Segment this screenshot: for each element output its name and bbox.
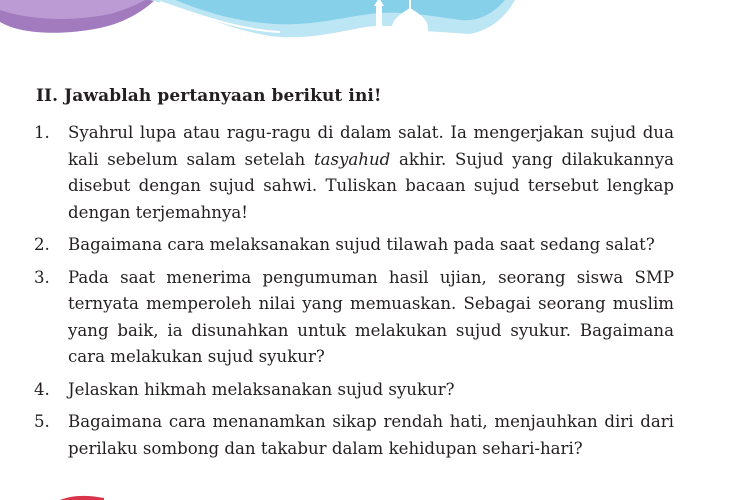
question-text-part: akhir. Sujud yang dilakukannya disebut dengan sujud sahwi. Tuliskan bacaan sujud tersebut lengkap dengan terjemahnya! — [68, 149, 674, 222]
question-text — [68, 123, 674, 222]
question-item-5 — [34, 409, 674, 462]
question-number: 5. — [34, 412, 50, 431]
question-item-2 — [34, 232, 674, 259]
question-number: 1. — [34, 123, 50, 142]
question-text-italic: tasyahud — [313, 149, 391, 169]
question-number: 2. — [34, 235, 50, 254]
question-item-1 — [34, 120, 674, 226]
decorative-corner-mark — [60, 494, 104, 500]
question-number: 4. — [34, 379, 50, 399]
section-title: II. Jawablah pertanyaan berikut ini! — [36, 86, 382, 106]
question-text-part: Syahrul lupa atau ragu-ragu di dalam salat. Ia mengerjakan sujud dua kali sebelum salam setelah — [68, 123, 674, 169]
header-banner-decoration — [0, 0, 750, 60]
question-text: Pada saat menerima pengumuman hasil ujian, seorang siswa SMP ternyata memperoleh nilai yang memuaskan. Sebagai seorang muslim yang baik, ia disunahkan untuk melakukan sujud syukur. Bagaimana cara melakukan sujud syukur? — [68, 267, 674, 366]
question-text: Jelaskan hikmah melaksanakan sujud syukur? — [68, 379, 455, 399]
question-item-4 — [34, 377, 674, 404]
question-number: 3. — [34, 267, 50, 287]
question-list — [34, 120, 674, 468]
question-item-3 — [34, 265, 674, 371]
question-text: Bagaimana cara menanamkan sikap rendah hati, menjauhkan diri dari perilaku sombong dan takabur dalam kehidupan sehari-hari? — [68, 412, 674, 458]
question-text: Bagaimana cara melaksanakan sujud tilawah pada saat sedang salat? — [68, 235, 655, 254]
